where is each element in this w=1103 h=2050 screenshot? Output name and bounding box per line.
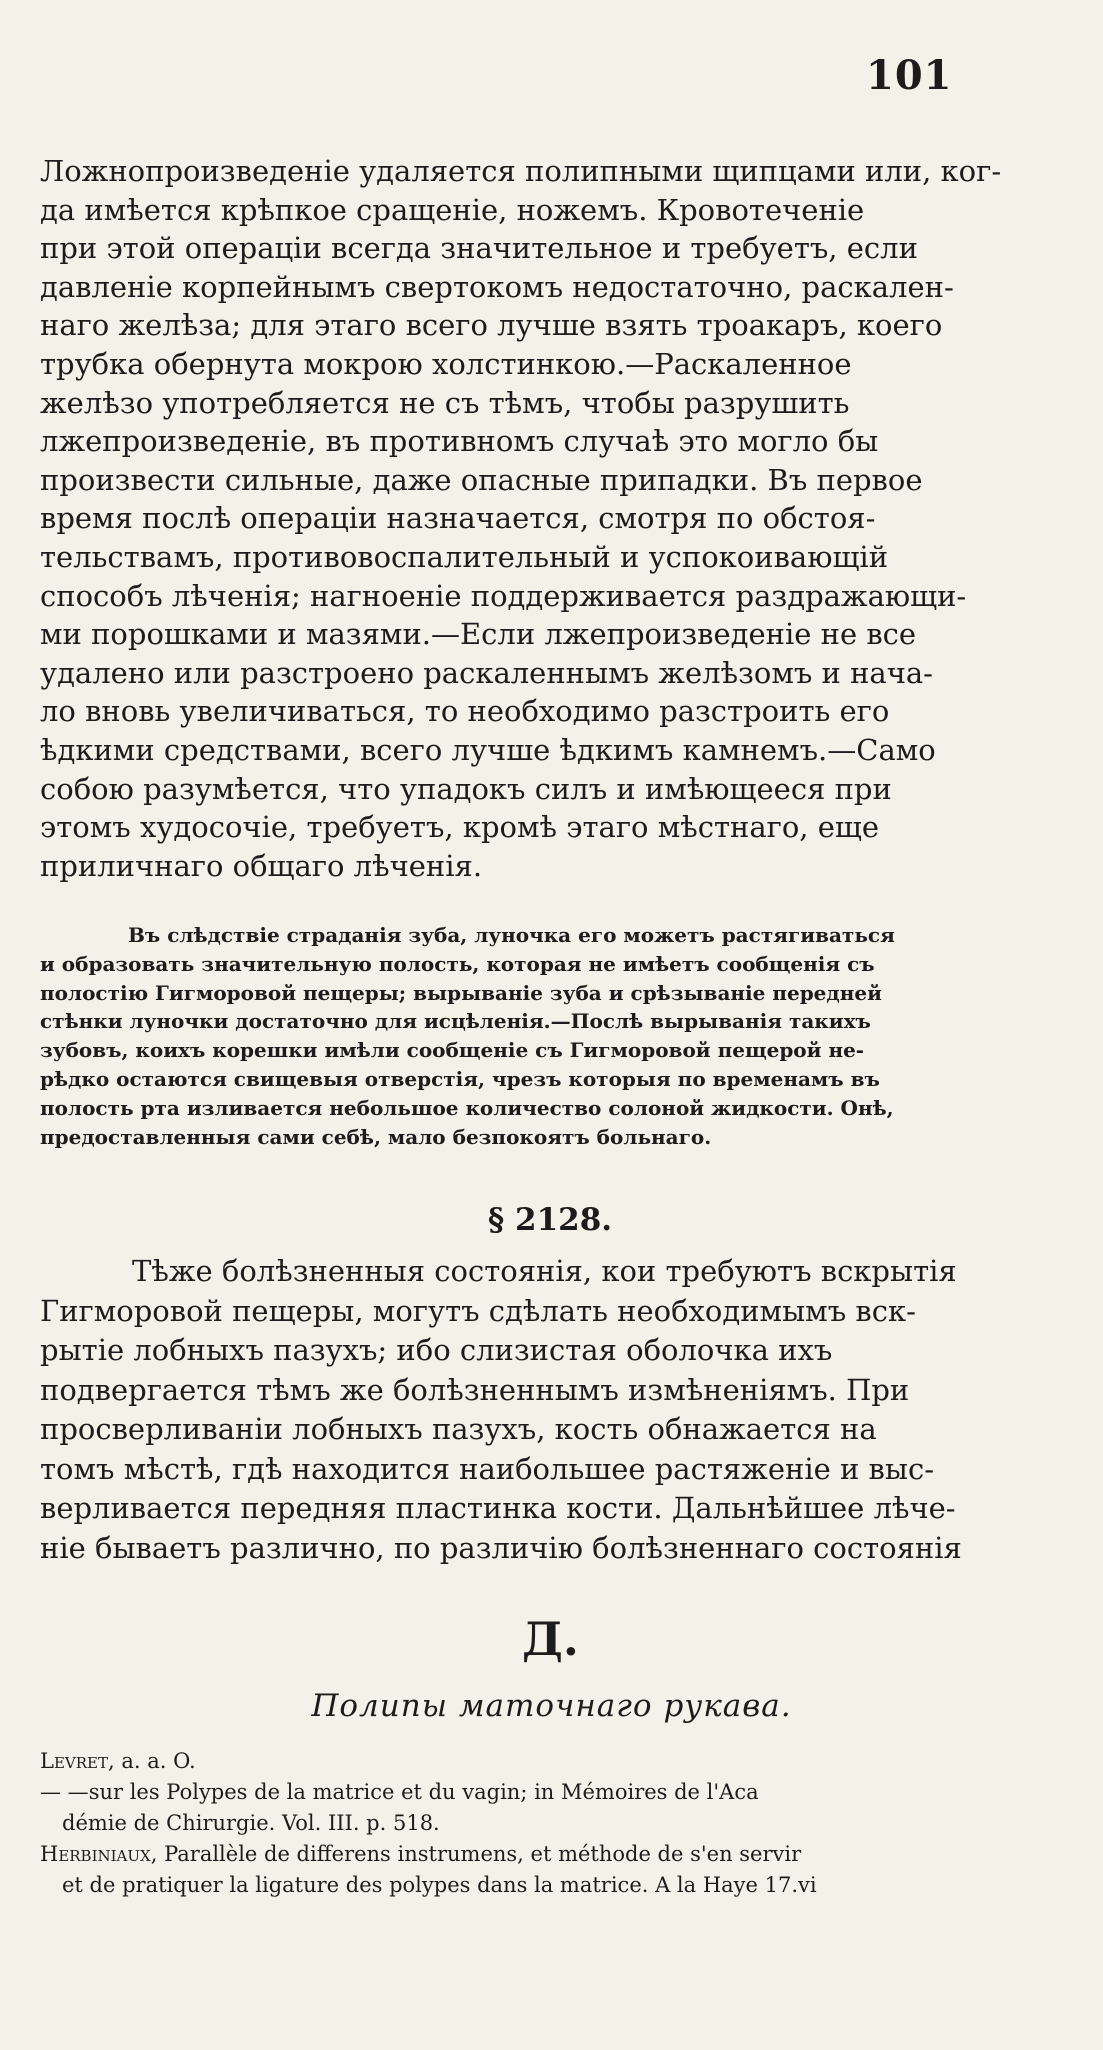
text-line: при этой операціи всегда значительное и требуетъ, если (40, 231, 918, 266)
text-line: да имѣется крѣпкое сращеніе, ножемъ. Кровотеченіе (40, 192, 865, 227)
note-line: и образовать значительную полость, которая не имѣетъ сообщенія съ (40, 951, 875, 976)
references (40, 1746, 1070, 1901)
text-line: ніе бываетъ различно, по различію болѣзненнаго состоянія (40, 1530, 962, 1565)
main-paragraph (40, 152, 1058, 885)
section-paragraph (40, 1252, 1058, 1568)
part-title: Полипы маточнаго рукава. (311, 1688, 792, 1724)
text-line: способъ лѣченія; нагноеніе поддерживается раздражающи- (40, 578, 967, 613)
reference-author: Herbiniaux (40, 1842, 151, 1866)
section-heading: § 2128. (488, 1202, 613, 1238)
text-line: давленіе корпейнымъ свертокомъ недостаточно, раскален- (40, 269, 954, 304)
text-line: Гигморовой пещеры, могутъ сдѣлать необходимымъ вск- (40, 1293, 916, 1328)
text-line: верливается передняя пластинка кости. Дальнѣйшее лѣче- (40, 1491, 956, 1525)
text-line: ми порошками и мазями.—Если лжепроизведеніе не все (40, 617, 917, 652)
text-line: лжепроизведеніе, въ противномъ случаѣ это могло бы (40, 424, 879, 459)
text-line: ѣдкими средствами, всего лучше ѣдкимъ камнемъ.—Само (40, 732, 936, 767)
reference-line (40, 1746, 1070, 1777)
text-line: приличнаго общаго лѣченія. (40, 848, 483, 883)
text-line: время послѣ операціи назначается, смотря по обстоя- (40, 501, 876, 536)
text-line: томъ мѣстѣ, гдѣ находится наибольшее растяженіе и выс- (40, 1451, 934, 1486)
text-line: подвергается тѣмъ же болѣзненнымъ измѣненіямъ. При (40, 1372, 910, 1407)
reference-line (40, 1808, 1070, 1839)
text-line: просверливаніи лобныхъ пазухъ, кость обнажается на (40, 1412, 877, 1446)
note-line: полостію Гигморовой пещеры; вырываніе зуба и срѣзываніе передней (40, 980, 882, 1005)
text-line: этомъ худосочіе, требуетъ, кромѣ этаго мѣстнаго, еще (40, 810, 880, 845)
text-line: произвести сильные, даже опасные припадки. Въ первое (40, 462, 923, 497)
text-line: тельствамъ, противовоспалительный и успокоивающій (40, 539, 889, 574)
part-letter: Д. (522, 1612, 579, 1666)
text-line: Ложнопроизведеніе удаляется полипными щипцами или, ког- (40, 154, 1002, 188)
note-line: предоставленныя сами себѣ, мало безпокоятъ больнаго. (40, 1124, 712, 1149)
reference-text: démie de Chirurgie. Vol. III. p. 518. (62, 1811, 440, 1835)
small-print-note (40, 921, 1058, 1151)
note-line: полость рта изливается небольшое количество солоной жидкости. Онѣ, (40, 1095, 894, 1120)
reference-text: , a. a. O. (107, 1749, 196, 1773)
text-line: собою разумѣется, что упадокъ силъ и имѣющееся при (40, 771, 892, 806)
reference-author: Levret (40, 1749, 108, 1773)
text-line: наго желѣза; для этаго всего лучше взять троакаръ, коего (40, 308, 943, 343)
reference-line (40, 1839, 1070, 1870)
reference-text: , Parallèle de differens instrumens, et méthode de s'en servir (150, 1842, 802, 1866)
reference-text: et de pratiquer la ligature des polypes dans la matrice. A la Haye 17.vi (62, 1873, 817, 1897)
text-line: трубка обернута мокрою холстинкою.—Раскаленное (40, 346, 852, 381)
reference-text: sur les Polypes de la matrice et du vagin; in Mémoires de l'Aca (88, 1780, 759, 1804)
text-line: желѣзо употребляется не съ тѣмъ, чтобы разрушить (40, 385, 850, 420)
note-line: стѣнки луночки достаточно для исцѣленія.—Послѣ вырыванія такихъ (40, 1009, 871, 1034)
reference-line (40, 1777, 1070, 1808)
note-line: Въ слѣдствіе страданія зуба, луночка его можетъ растягиваться (128, 923, 895, 947)
text-line: Тѣже болѣзненныя состоянія, кои требуютъ вскрытія (132, 1254, 957, 1288)
text-line: удалено или разстроено раскаленнымъ желѣзомъ и нача- (40, 655, 933, 690)
page-number: 101 (866, 52, 953, 99)
text-line: ло вновь увеличиваться, то необходимо разстроить его (40, 694, 890, 729)
note-line: зубовъ, коихъ корешки имѣли сообщеніе съ Гигморовой пещерой не- (40, 1038, 865, 1063)
text-line: рытіе лобныхъ пазухъ; ибо слизистая оболочка ихъ (40, 1333, 833, 1367)
reference-line (40, 1870, 1070, 1901)
reference-author: — — (40, 1780, 89, 1804)
note-line: рѣдко остаются свищевыя отверстія, чрезъ которыя по временамъ въ (40, 1066, 880, 1091)
